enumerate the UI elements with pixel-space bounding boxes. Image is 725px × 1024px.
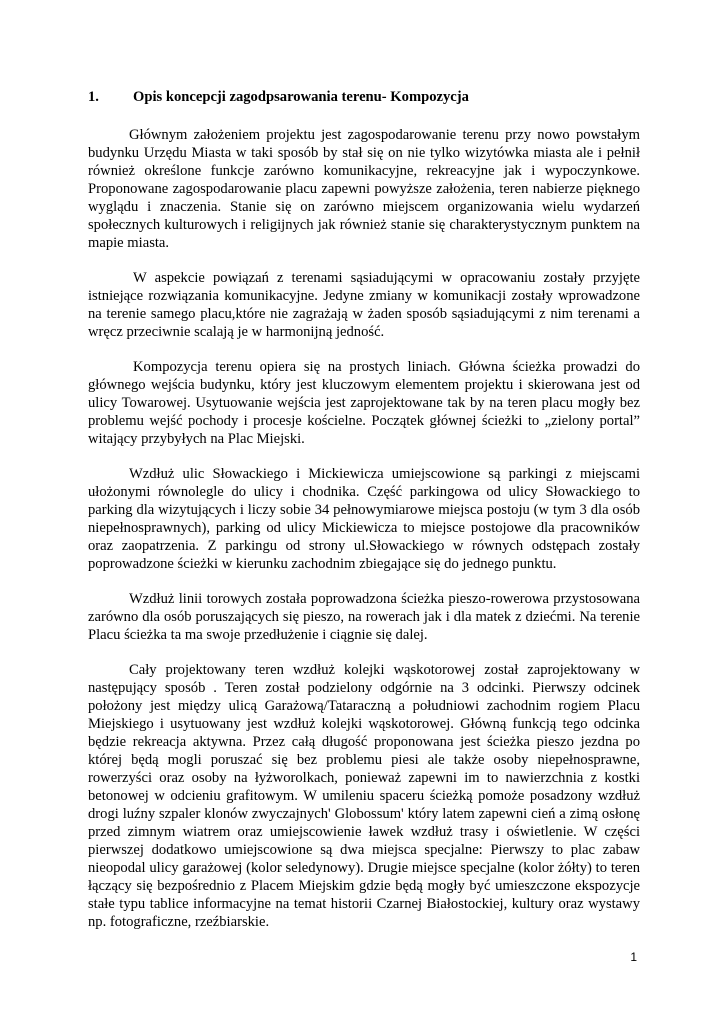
- paragraph-3: Kompozycja terenu opiera się na prostych liniach. Główna ścieżka prowadzi do głównego wejścia budynku, który jest kluczowym elementem projektu i skierowana jest od ulicy Towarowej. Usytuowanie wejścia jest zaprojektowane tak by na teren placu mogły bez problemu wejść pochody i procesje kościelne. Początek głównej ścieżki to „zielony portal” witający przybyłych na Plac Miejski.: [88, 359, 640, 447]
- section-title: Opis koncepcji zagodpsarowania terenu- Kompozycja: [133, 89, 469, 105]
- paragraph-4: Wzdłuż ulic Słowackiego i Mickiewicza umiejscowione są parkingi z miejscami ułożonymi równolegle do ulicy i chodnika. Część parkingowa od ulicy Słowackiego to parking dla wizytujących i liczy sobie 34 pełnowymiarowe miejsca postoju (w tym 3 dla osób niepełnosprawnych), parking od ulicy Mickiewicza to miejsce postojowe dla pracowników oraz zaopatrzenia. Z parkingu od strony ul.Słowackiego w równych odstępach zostały poprowadzone ścieżki w kierunku zachodnim zbiegające się do jednego punktu.: [88, 466, 640, 572]
- section-heading: [88, 88, 640, 106]
- section-number: 1.: [88, 89, 99, 105]
- paragraph-1: Głównym założeniem projektu jest zagospodarowanie terenu przy nowo powstałym budynku Urzędu Miasta w taki sposób by stał się on nie tylko wizytówka miasta ale i pełnił również określone funkcje zarówno komunikacyjne, rekreacyjne jak i wypoczynkowe. Proponowane zagospodarowanie placu zapewni powyższe założenia, teren nabierze pięknego wyglądu i znaczenia. Stanie się on zarówno miejscem organizowania wielu wydarzeń społecznych kulturowych i religijnych jak również stanie się charakterystycznym punktem na mapie miasta.: [88, 127, 640, 251]
- page-number: 1: [630, 950, 637, 964]
- paragraph-5: Wzdłuż linii torowych została poprowadzona ścieżka pieszo-rowerowa przystosowana zarówno dla osób poruszających się pieszo, na rowerach jak i dla matek z dziećmi. Na terenie Placu ścieżka ta ma swoje przedłużenie i ciągnie się dalej.: [88, 591, 640, 643]
- document-body: [88, 88, 640, 948]
- paragraph-6: Cały projektowany teren wzdłuż kolejki wąskotorowej został zaprojektowany w następujący sposób . Teren został podzielony odgórnie na 3 odcinki. Pierwszy odcinek położony jest między ulicą Garażową/Tataraczną a południowi zachodnim rogiem Placu Miejskiego i usytuowany jest wzdłuż kolejki wąskotorowej. Główną funkcją tego odcinka będzie rekreacja aktywna. Przez całą długość proponowana jest ścieżka pieszo jezdna po której będą mogli poruszać się bez problemu piesi ale także osoby niepełnosprawne, rowerzyści oraz osoby na łyżworolkach, ponieważ zapewni im to nawierzchnia z kostki betonowej w odcieniu grafitowym. W umileniu spaceru ścieżką pomoże posadzony wzdłuż drogi luźny szpaler klonów zwyczajnych' Globossum' który latem zapewni cień a zimą osłonę przed zimnym wiatrem oraz umiejscowienie ławek wzdłuż trasy i oświetlenie. W części pierwszej dodatkowo umiejscowione są dwa miejsca specjalne: Pierwszy to plac zabaw nieopodal ulicy garażowej (kolor seledynowy). Drugie miejsce specjalne (kolor żółty) to teren łączący się bezpośrednio z Placem Miejskim gdzie będą mogły być umieszczone ekspozycje stałe typu tablice informacyjne na temat historii Czarnej Białostockiej, kultury oraz wystawy np. fotograficzne, rzeźbiarskie.: [88, 662, 640, 930]
- paragraph-2: W aspekcie powiązań z terenami sąsiadującymi w opracowaniu zostały przyjęte istniejące rozwiązania komunikacyjne. Jedyne zmiany w komunikacji zostały wprowadzone na terenie samego placu,które nie zagrażają w żaden sposób sąsiadującymi z nim terenami a wręcz przeciwnie scalają je w harmonijną jedność.: [88, 270, 640, 340]
